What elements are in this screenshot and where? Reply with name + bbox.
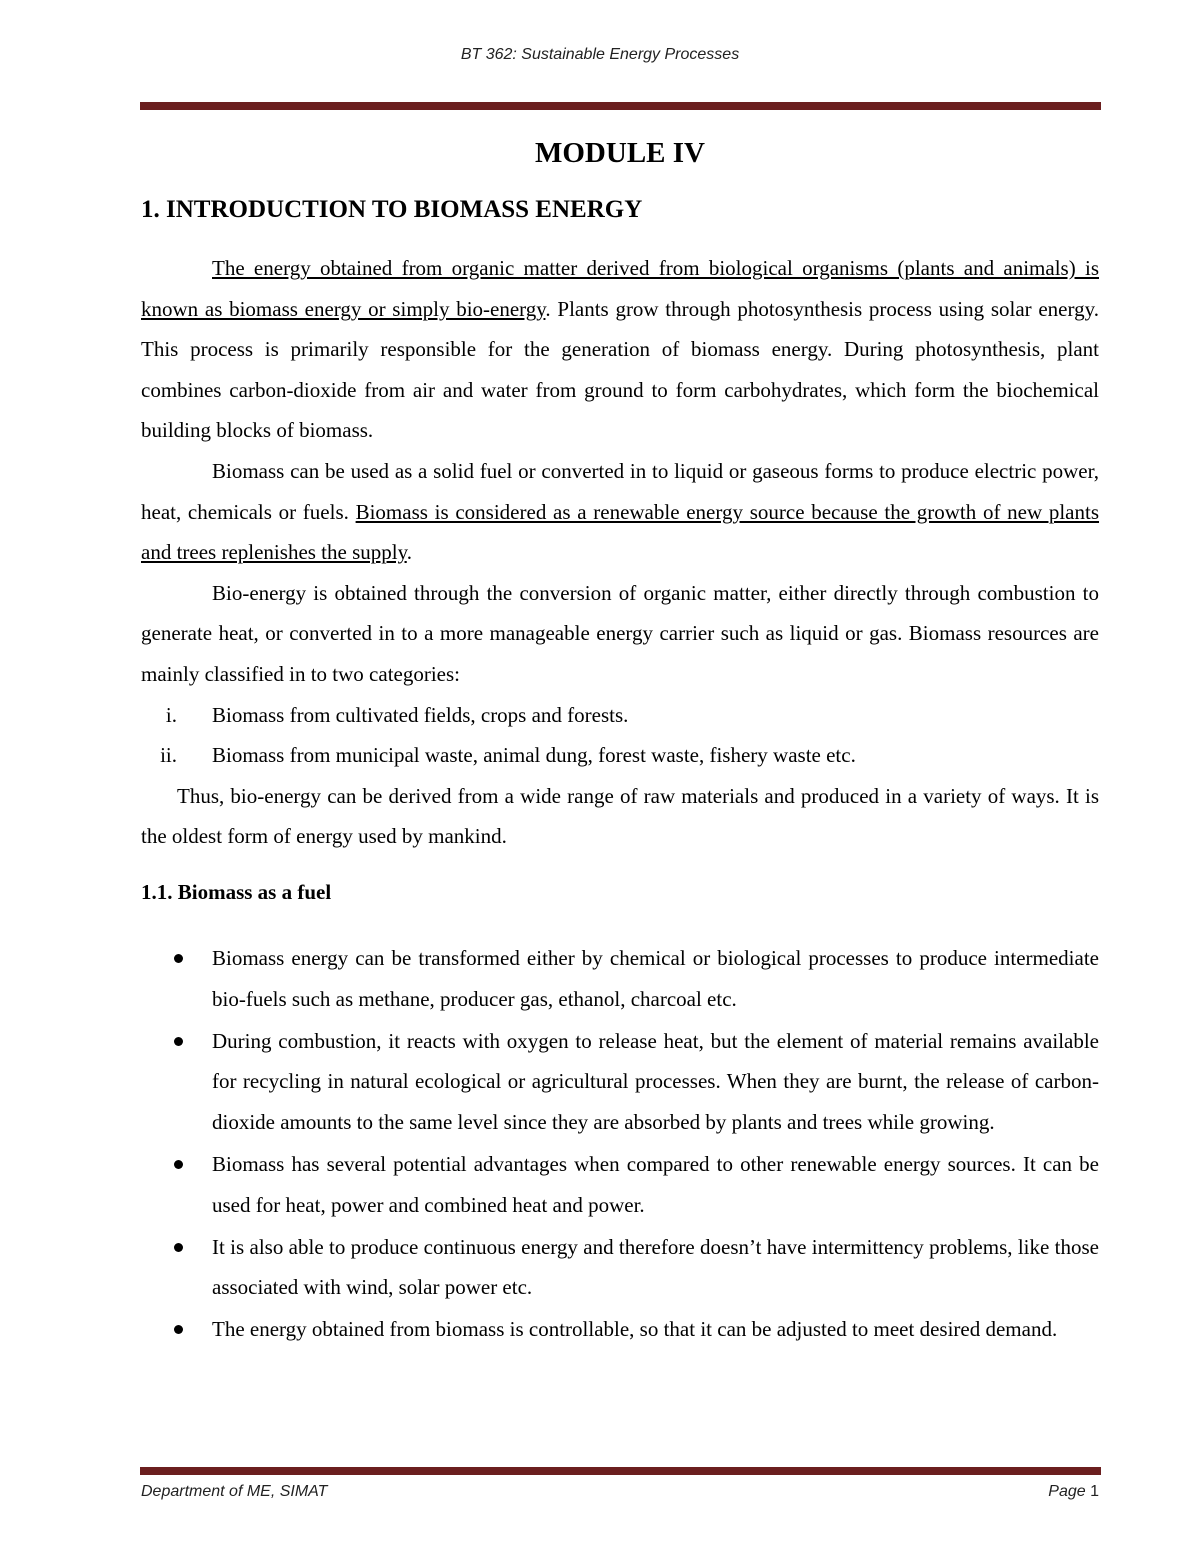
bullet-text: Biomass has several potential advantages when compared to other renewable energy sources. It can be used for heat, power and combined heat and power. — [212, 1151, 1099, 1217]
header-rule — [140, 102, 1101, 110]
bullet-item — [141, 938, 1099, 1019]
bullet-item — [141, 1144, 1099, 1225]
page-label: Page — [1048, 1483, 1086, 1500]
bullet-text: The energy obtained from biomass is controllable, so that it can be adjusted to meet desired demand. — [212, 1317, 1058, 1342]
footer-rule — [140, 1467, 1101, 1475]
bullet-item — [141, 1227, 1099, 1308]
paragraph-definition — [141, 248, 1099, 451]
bullet-list — [141, 938, 1099, 1351]
footer-department: Department of ME, SIMAT — [141, 1483, 328, 1500]
bullet-icon — [174, 1037, 183, 1046]
category-item — [141, 695, 1099, 736]
bullet-icon — [174, 1243, 183, 1252]
footer-page — [1048, 1483, 1099, 1501]
page-number: 1 — [1090, 1483, 1099, 1500]
category-text: Biomass from cultivated fields, crops and forests. — [212, 702, 629, 727]
bullet-item — [141, 1309, 1099, 1350]
bullet-text: During combustion, it reacts with oxygen to release heat, but the element of material remains available for recycling in natural ecological or agricultural processes. When they are burnt, the release of carbon-dioxide amounts to the same level since they are absorbed by plants and trees while growing. — [212, 1028, 1099, 1134]
category-number: i. — [165, 702, 177, 727]
category-text: Biomass from municipal waste, animal dung, forest waste, fishery waste etc. — [212, 743, 856, 768]
paragraph-summary: Thus, bio-energy can be derived from a wide range of raw materials and produced in a variety of ways. It is the oldest form of energy used by mankind. — [141, 783, 1099, 849]
definition-underlined: The energy obtained from organic matter derived from biological organisms (plants and animals) is known as biomass energy or simply bio-energy — [141, 256, 1099, 321]
uses-end: . — [406, 540, 412, 565]
uses-start: Biomass can be used as a solid fuel or converted in to liquid or gaseous forms to produce electric power, heat, chemicals or fuels. — [141, 458, 1099, 524]
running-header: BT 362: Sustainable Energy Processes — [460, 46, 740, 63]
body-text — [141, 248, 1099, 857]
bullet-icon — [174, 1160, 183, 1169]
bullet-text: It is also able to produce continuous energy and therefore doesn’t have intermittency problems, like those associated with wind, solar power etc. — [212, 1234, 1099, 1300]
bullet-icon — [174, 954, 183, 963]
bullet-item — [141, 1021, 1099, 1143]
subsection-heading: 1.1. Biomass as a fuel — [141, 880, 332, 904]
module-title: MODULE IV — [535, 137, 705, 169]
section-heading: 1. INTRODUCTION TO BIOMASS ENERGY — [141, 196, 643, 223]
category-number: ii. — [160, 743, 177, 768]
paragraph-conversion: Bio-energy is obtained through the conversion of organic matter, either directly through combustion to generate heat, or converted in to a more manageable energy carrier such as liquid or gas. Biomass resources are mainly classified in to two categories: — [141, 580, 1099, 686]
category-item — [141, 735, 1099, 776]
bullet-icon — [174, 1325, 183, 1334]
bullet-text: Biomass energy can be transformed either by chemical or biological processes to produce intermediate bio-fuels such as methane, producer gas, ethanol, charcoal etc. — [212, 946, 1099, 1011]
paragraph-uses — [141, 451, 1099, 573]
definition-rest: . Plants grow through photosynthesis process using solar energy. This process is primarily responsible for the generation of biomass energy. During photosynthesis, plant combines carbon-dioxide from air and water from ground to form carbohydrates, which form the biochemical building blocks of biomass. — [141, 296, 1099, 443]
renewable-underlined: Biomass is considered as a renewable energy source because the growth of new plants and trees replenishes the supply — [141, 499, 1100, 565]
